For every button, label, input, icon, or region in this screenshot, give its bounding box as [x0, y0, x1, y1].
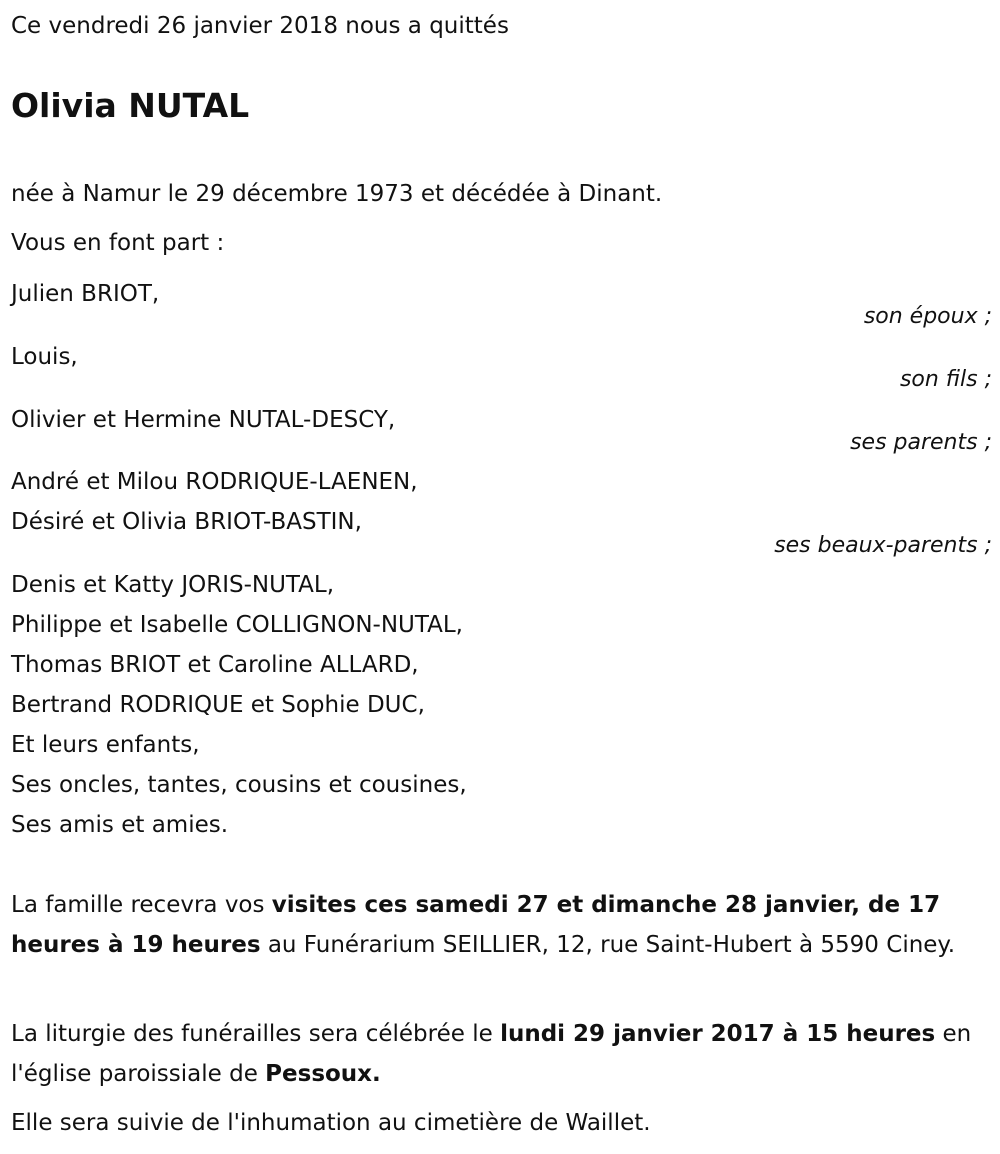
family-inlaws-1: André et Milou RODRIQUE-LAENEN,: [11, 469, 418, 495]
family-member: Et leurs enfants,: [11, 732, 200, 758]
announce-text: Vous en font part :: [11, 230, 225, 256]
family-member: Bertrand RODRIQUE et Sophie DUC,: [11, 692, 425, 718]
visits-text-2: au Funérarium SEILLIER, 12, rue Saint-Hubert à 5590 Ciney.: [260, 932, 956, 958]
intro-text: Ce vendredi 26 janvier 2018 nous a quittés: [11, 13, 509, 39]
relation-inlaws: ses beaux-parents ;: [774, 533, 992, 558]
relation-spouse: son époux ;: [863, 304, 992, 329]
liturgy-text-2: en l'église paroissiale de: [11, 1021, 972, 1087]
liturgy-text-1: La liturgie des funérailles sera célébrée le: [11, 1021, 501, 1047]
family-member: Ses amis et amies.: [11, 812, 229, 838]
visits-text-1: La famille recevra vos: [11, 892, 272, 918]
relation-son: son fils ;: [899, 367, 992, 392]
family-spouse: Julien BRIOT,: [11, 281, 160, 307]
family-son: Louis,: [11, 344, 78, 370]
family-parents: Olivier et Hermine NUTAL-DESCY,: [11, 407, 396, 433]
birth-info: née à Namur le 29 décembre 1973 et décédée à Dinant.: [11, 181, 663, 207]
family-member: Philippe et Isabelle COLLIGNON-NUTAL,: [11, 612, 463, 638]
liturgy-paragraph: [11, 1014, 986, 1094]
relation-parents: ses parents ;: [850, 430, 992, 455]
family-member: Denis et Katty JORIS-NUTAL,: [11, 572, 335, 598]
family-member: Ses oncles, tantes, cousins et cousines,: [11, 772, 467, 798]
family-inlaws-2: Désiré et Olivia BRIOT-BASTIN,: [11, 509, 362, 535]
visits-paragraph: [11, 885, 986, 965]
liturgy-place: Pessoux.: [265, 1061, 381, 1087]
visits-dates: visites ces samedi 27 et dimanche 28 janvier, de 17 heures à 19 heures: [11, 892, 941, 958]
liturgy-date: lundi 29 janvier 2017 à 15 heures: [500, 1021, 936, 1047]
deceased-name: Olivia NUTAL: [11, 86, 250, 125]
burial-paragraph: Elle sera suivie de l'inhumation au cimetière de Waillet.: [11, 1110, 651, 1136]
family-member: Thomas BRIOT et Caroline ALLARD,: [11, 652, 419, 678]
